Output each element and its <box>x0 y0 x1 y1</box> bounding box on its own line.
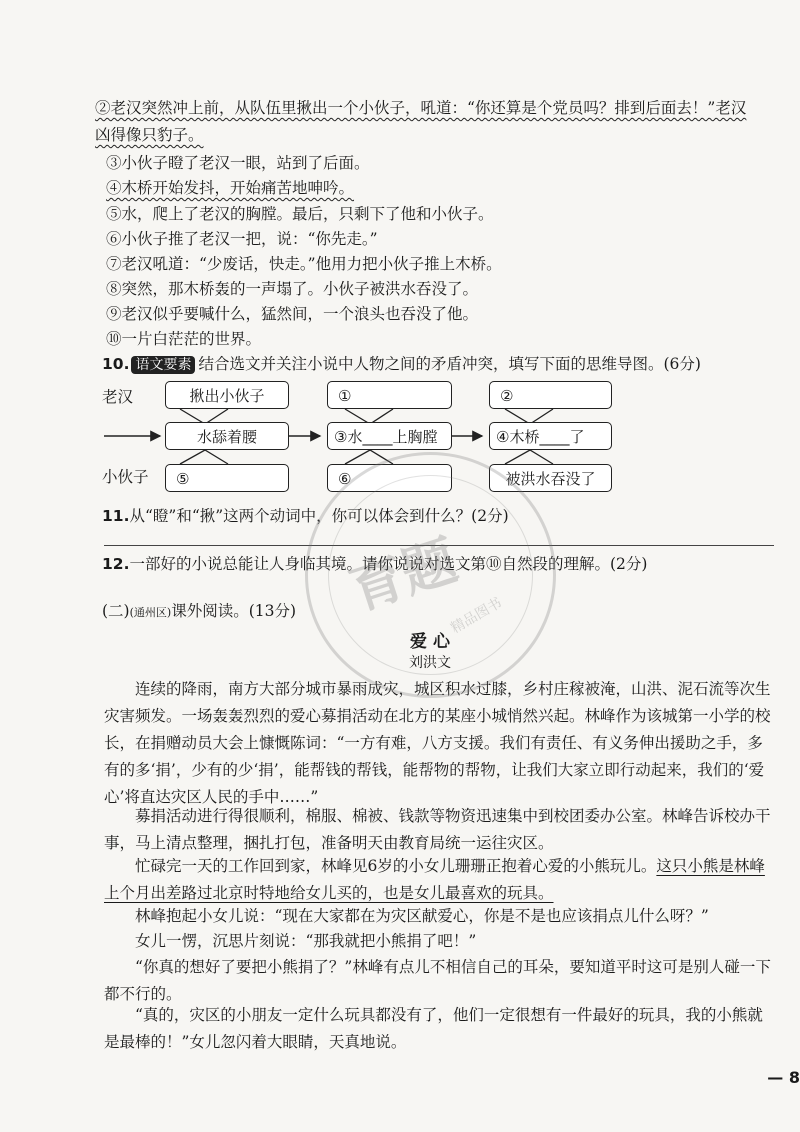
mindmap-label-young-man: 小伙子 <box>102 468 149 486</box>
answer-line-q11[interactable] <box>104 545 774 546</box>
passage-paragraph-9: ⑨老汉似乎要喊什么，猛然间，一个浪头也吞没了他。 <box>106 305 479 323</box>
passage-paragraph-7: ⑦老汉吼道：“少废话，快走。”他用力把小伙子推上木桥。 <box>106 255 502 273</box>
story-author: 刘洪文 <box>409 655 451 671</box>
mindmap-old-box-1: 揪出小伙子 <box>165 381 289 409</box>
mindmap-young-box-2[interactable]: ⑥ <box>327 464 452 492</box>
passage-paragraph-8: ⑧突然，那木桥轰的一声塌了。小伙子被洪水吞没了。 <box>106 280 479 298</box>
question-11: 11.从“瞪”和“揪”这两个动词中，你可以体会到什么？(2分) <box>102 507 509 525</box>
passage-paragraph-2-cont: 凶得像只豹子。 <box>95 126 204 144</box>
section-2-heading: (二)(通州区)课外阅读。(13分) <box>102 602 297 620</box>
story-title: 爱 心 <box>410 632 450 652</box>
passage-paragraph-6: ⑥小伙子推了老汉一把，说：“你先走。” <box>106 230 378 248</box>
story-paragraph-4: 林峰抱起小女儿说：“现在大家都在为灾区献爱心，你是不是也应该捐点儿什么呀？” <box>135 907 709 925</box>
story-paragraph-6: “你真的想好了要把小熊捐了？”林峰有点儿不相信自己的耳朵，要知道平时这可是别人碰一下都不行的。 <box>104 958 771 1003</box>
passage-paragraph-3: ③小伙子瞪了老汉一眼，站到了后面。 <box>106 154 370 172</box>
story-paragraph-5: 女儿一愣，沉思片刻说：“那我就把小熊捐了吧！” <box>135 932 477 950</box>
mindmap-label-old-man: 老汉 <box>102 388 134 406</box>
element-tag: 语文要素 <box>131 356 195 374</box>
question-10: 10. 语文要素 结合选文并关注小说中人物之间的矛盾冲突，填写下面的思维导图。(6分) <box>102 355 701 373</box>
mindmap-old-box-3[interactable]: ② <box>489 381 612 409</box>
mindmap-mid-box-1: 水舔着腰 <box>165 422 289 450</box>
passage-paragraph-4: ④木桥开始发抖，开始痛苦地呻吟。 <box>106 179 355 197</box>
question-12: 12.一部好的小说总能让人身临其境。请你说说对选文第⑩自然段的理解。(2分) <box>102 555 648 573</box>
mindmap-old-box-2[interactable]: ① <box>327 381 452 409</box>
passage-paragraph-10: ⑩一片白茫茫的世界。 <box>106 330 262 348</box>
passage-paragraph-2: ②老汉突然冲上前，从队伍里揪出一个小伙子，吼道：“你还算是个党员吗？排到后面去！”老汉 <box>95 99 747 117</box>
story-paragraph-1: 连续的降雨，南方大部分城市暴雨成灾，城区积水过膝，乡村庄稼被淹，山洪、泥石流等次生灾害频发。一场轰轰烈烈的爱心募捐活动在北方的某座小城悄然兴起。林峰作为该城第一小学的校长，在捐赠动员大会上慷慨陈词：“一方有难，八方支援。我们有责任、有义务伸出援助之手，多有的多‘捐’，少有的少‘捐’，能帮钱的帮钱，能帮物的帮物，让我们大家立即行动起来，我们的‘爱心’将直达灾区人民的手中……” <box>104 680 771 806</box>
mindmap-mid-box-2[interactable]: ③水____上胸膛 <box>327 422 452 450</box>
story-paragraph-7: “真的，灾区的小朋友一定什么玩具都没有了，他们一定很想有一件最好的玩具，我的小熊就是最棒的！”女儿忽闪着大眼睛，天真地说。 <box>104 1006 763 1051</box>
passage-paragraph-5: ⑤水，爬上了老汉的胸膛。最后，只剩下了他和小伙子。 <box>106 205 494 223</box>
mindmap-mid-box-3[interactable]: ④木桥____了 <box>489 422 612 450</box>
underlined-sentence: 这只小熊是林峰上个月出差路过北京时特地给女儿买的，也是女儿最喜欢的玩具。 <box>104 857 765 902</box>
mindmap-young-box-3: 被洪水吞没了 <box>489 464 612 492</box>
watermark-stamp: 育题 精品图书 <box>305 452 556 698</box>
mindmap-young-box-1[interactable]: ⑤ <box>165 464 289 492</box>
page-number: — 8 <box>767 1068 800 1087</box>
story-paragraph-2: 募捐活动进行得很顺利，棉服、棉被、钱款等物资迅速集中到校团委办公室。林峰告诉校办干事，马上清点整理，捆扎打包，准备明天由教育局统一运往灾区。 <box>104 807 771 852</box>
story-paragraph-3: 忙碌完一天的工作回到家，林峰见6岁的小女儿珊珊正抱着心爱的小熊玩儿。这只小熊是林峰上个月出差路过北京时特地给女儿买的，也是女儿最喜欢的玩具。 <box>104 857 765 902</box>
